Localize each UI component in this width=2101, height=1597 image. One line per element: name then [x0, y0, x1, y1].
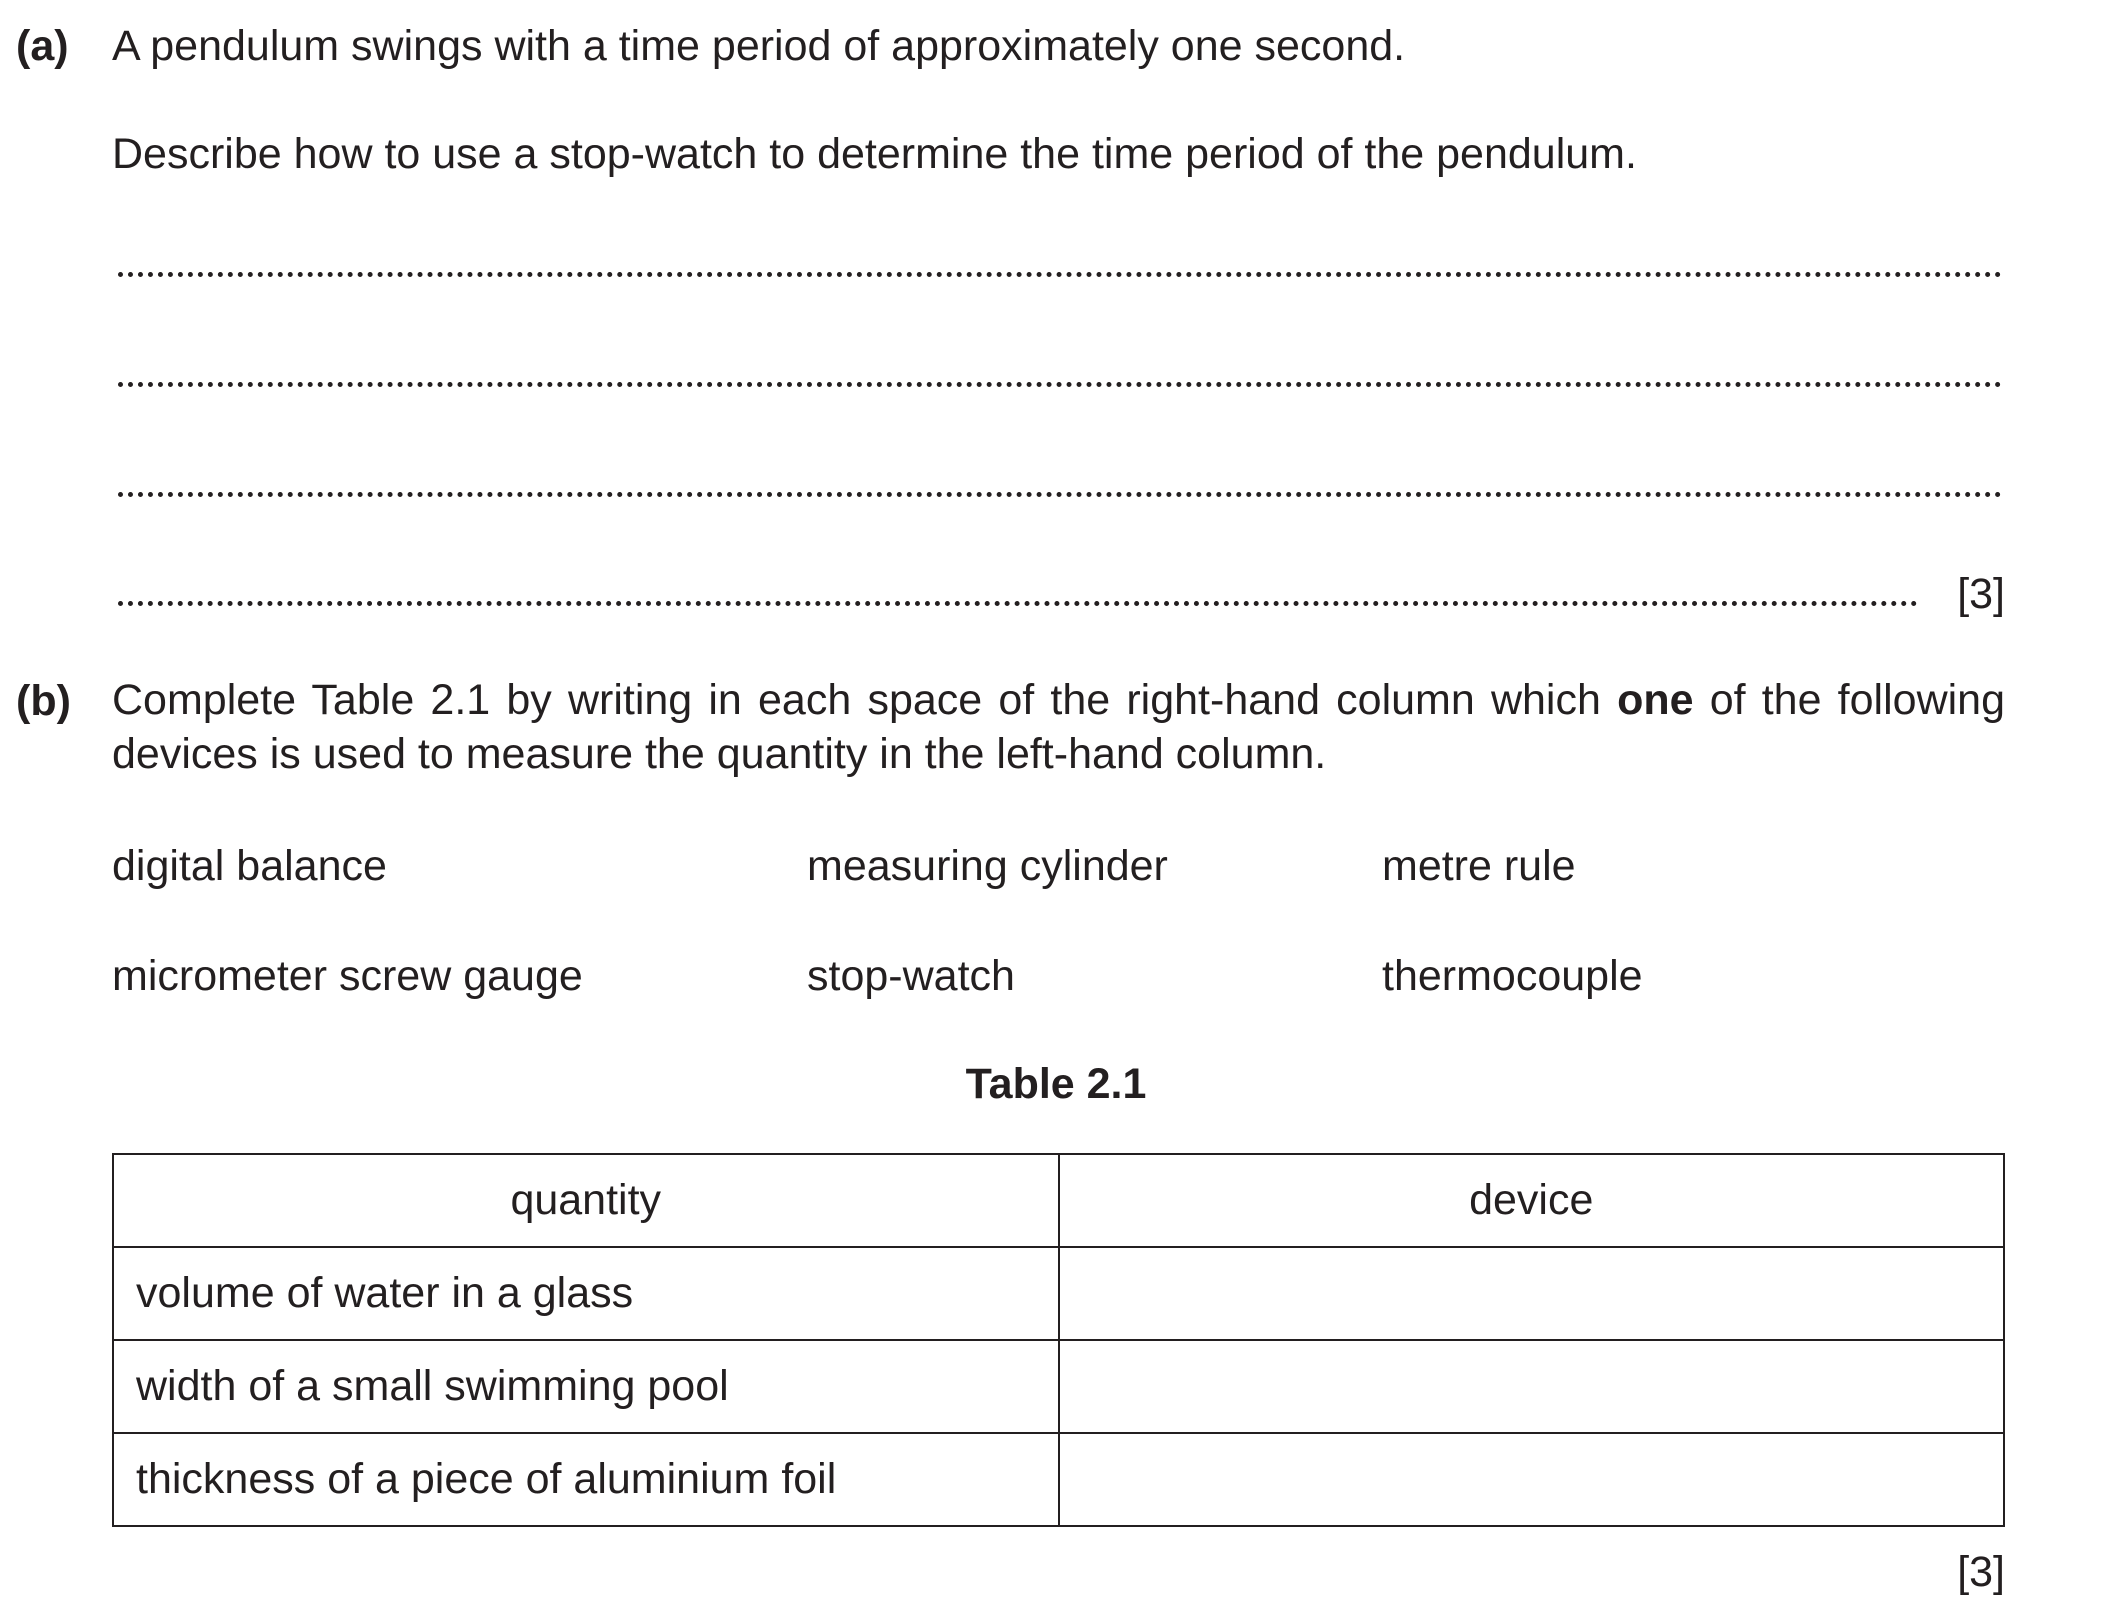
device-answer-cell[interactable]	[1059, 1247, 2005, 1340]
device-option-2: measuring cylinder	[807, 842, 1168, 890]
intro-text-bold: one	[1617, 676, 1694, 724]
answer-line-a-4[interactable]	[118, 601, 1918, 606]
question-label-a: (a)	[16, 22, 69, 70]
marks-b: [3]	[1957, 1548, 2005, 1596]
quantity-cell: width of a small swimming pool	[113, 1340, 1059, 1433]
device-option-3: metre rule	[1382, 842, 1576, 890]
device-option-4: micrometer screw gauge	[112, 952, 583, 1000]
device-answer-cell[interactable]	[1059, 1433, 2005, 1526]
table-2-1	[112, 1153, 2005, 1527]
table-header-row	[113, 1154, 2004, 1247]
marks-a: [3]	[1957, 570, 2005, 618]
question-label-b: (b)	[16, 677, 71, 725]
header-quantity: quantity	[113, 1154, 1059, 1247]
intro-text-start: Complete Table 2.1 by writing in each space of the right-hand column which	[112, 676, 1618, 724]
device-option-5: stop-watch	[807, 952, 1015, 1000]
device-option-1: digital balance	[112, 842, 387, 890]
header-device: device	[1059, 1154, 2005, 1247]
table-row	[113, 1247, 2004, 1340]
table-row	[113, 1433, 2004, 1526]
question-a-statement: A pendulum swings with a time period of approximately one second.	[112, 22, 1406, 70]
device-answer-cell[interactable]	[1059, 1340, 2005, 1433]
question-b-instruction	[112, 673, 2005, 781]
device-option-6: thermocouple	[1382, 952, 1643, 1000]
quantity-cell: thickness of a piece of aluminium foil	[113, 1433, 1059, 1526]
table-row	[113, 1340, 2004, 1433]
question-a-instruction: Describe how to use a stop-watch to determine the time period of the pendulum.	[112, 130, 1637, 178]
table-title: Table 2.1	[965, 1060, 1147, 1108]
answer-line-a-3[interactable]	[118, 492, 2002, 497]
answer-line-a-2[interactable]	[118, 382, 2002, 387]
quantity-cell: volume of water in a glass	[113, 1247, 1059, 1340]
intro-text-end: of the following devices is used to measure the quantity in the left-hand column.	[112, 676, 2005, 778]
answer-line-a-1[interactable]	[118, 272, 2002, 277]
